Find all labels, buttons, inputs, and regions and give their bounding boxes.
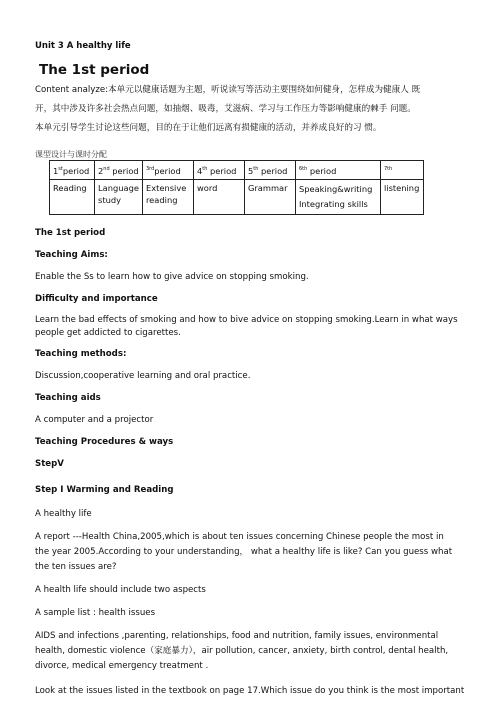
period-cell: 2nd period — [95, 161, 143, 180]
type-cell: listening — [380, 179, 423, 214]
methods-heading: Teaching methods: — [35, 349, 127, 359]
aims-text: Enable the Ss to learn how to give advice on stopping smoking. — [35, 272, 309, 282]
period-cell: 4th period — [193, 161, 244, 180]
look-line: Look at the issues listed in the textbook on page 17.Which issue do you think is the most important — [35, 686, 465, 696]
schedule-caption: 课型设计与课时分配 — [35, 150, 107, 159]
aids-text: A computer and a projector — [35, 415, 154, 425]
period-cell: $^{6th}$ period — [295, 161, 380, 180]
difficulty-line-1: Learn the bad effects of smoking and how to bive advice on stopping smoking.Learn in what ways — [35, 315, 458, 325]
type-cell: Reading — [50, 179, 95, 214]
difficulty-heading: Difficulty and importance — [35, 294, 158, 304]
period-title: The 1st period — [39, 62, 150, 78]
period-cell: $^{3rd}$period — [142, 161, 193, 180]
schedule-period-row — [50, 161, 424, 180]
procedures-heading: Teaching Procedures & ways — [35, 437, 174, 447]
schedule-type-row — [50, 179, 424, 214]
period-cell: 1stperiod — [50, 161, 95, 180]
unit-title: Unit 3 A healthy life — [35, 41, 131, 51]
issues-line-3: divorce, medical emergency treatment . — [35, 661, 209, 671]
issues-line-1: AIDS and infections ,parenting, relationships, food and nutrition, family issues, environmental — [35, 631, 439, 641]
content-analyze-line-1: Content analyze:本单元以健康话题为主题，听说读写等活动主要围绕如何健身，怎样成为健康人 既 — [35, 85, 421, 95]
methods-text: Discussion,cooperative learning and oral practice. — [35, 371, 251, 381]
two-aspects: A health life should include two aspects — [35, 585, 206, 595]
type-cell: Extensive reading — [142, 179, 193, 214]
schedule-table — [49, 160, 424, 215]
step-1-heading: Step I Warming and Reading — [35, 485, 174, 495]
aims-heading: Teaching Aims: — [35, 250, 108, 260]
type-cell: word — [193, 179, 244, 214]
type-cell: Grammar — [244, 179, 295, 214]
content-analyze-line-2: 开，其中涉及许多社会热点问题，如抽烟、吸毒，艾滋病、学习与工作压力等影响健康的棘手 问题。 — [35, 104, 416, 114]
report-line-2: the year 2005.According to your understanding， what a healthy life is like? Can you guess what — [35, 547, 453, 557]
sample-list: A sample list : health issues — [35, 608, 156, 618]
type-cell: Speaking&writing Integrating skills — [295, 179, 380, 214]
difficulty-line-2: people get addicted to cigarettes. — [35, 328, 181, 338]
section-period-title: The 1st period — [35, 228, 106, 238]
content-analyze-line-3: 本单元引导学生讨论这些问题，目的在于让他们远离有损健康的活动，并养成良好的习 惯。 — [35, 123, 382, 133]
report-line-1: A report ---Health China,2005,which is about ten issues concerning Chinese people the most in — [35, 532, 444, 542]
report-line-3: the ten issues are? — [35, 562, 117, 572]
type-cell: Language study — [95, 179, 143, 214]
aids-heading: Teaching aids — [35, 393, 101, 403]
step-v: StepV — [35, 459, 64, 469]
period-cell: 5th period — [244, 161, 295, 180]
healthy-life-label: A healthy life — [35, 509, 92, 519]
issues-line-2: health, domestic violence（家庭暴力），air pollution, cancer, anxiety, birth control, dental health, — [35, 646, 449, 656]
period-cell: 7th — [380, 161, 423, 180]
